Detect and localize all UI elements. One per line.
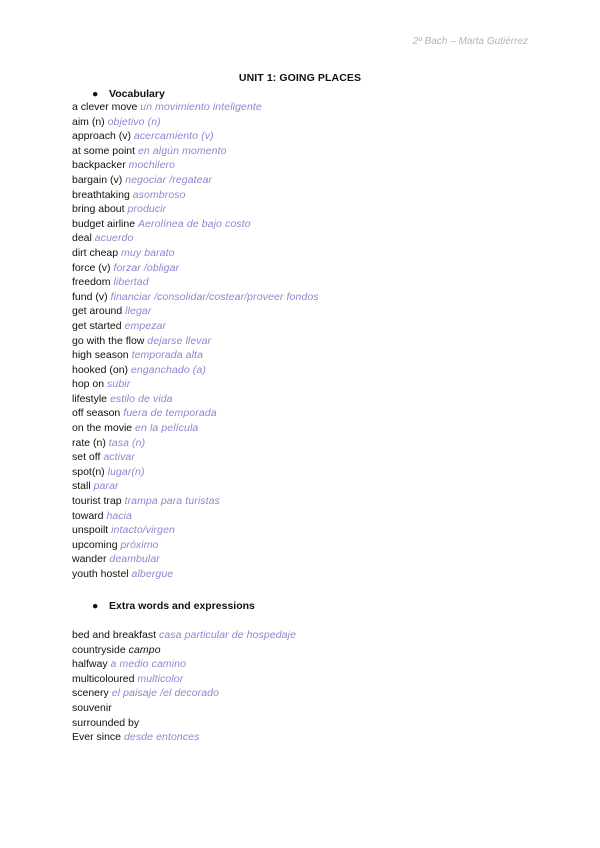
term: souvenir xyxy=(72,701,112,714)
list-item xyxy=(72,392,319,407)
list-item xyxy=(72,246,319,261)
list-item xyxy=(72,465,319,480)
vocabulary-list xyxy=(72,100,319,582)
translation: parar xyxy=(93,480,119,493)
term: at some point xyxy=(72,144,136,157)
term: get around xyxy=(72,305,123,318)
translation: a medio camino xyxy=(110,658,187,671)
term: budget airline xyxy=(72,217,136,230)
term: high season xyxy=(72,349,129,362)
list-item xyxy=(72,144,319,159)
translation: trampa para turistas xyxy=(124,495,220,508)
translation: activar xyxy=(103,451,135,464)
term: stall xyxy=(72,480,91,493)
translation: estilo de vida xyxy=(109,392,173,405)
list-item xyxy=(72,406,319,421)
term: force (v) xyxy=(72,261,111,274)
translation: albergue xyxy=(131,568,174,580)
list-item xyxy=(72,421,319,436)
term: spot(n) xyxy=(72,465,105,478)
translation: asombroso xyxy=(132,188,186,201)
list-item xyxy=(72,202,319,217)
list-item xyxy=(72,275,319,290)
translation: acuerdo xyxy=(94,232,134,245)
term: surrounded by xyxy=(72,716,140,729)
list-item xyxy=(72,319,319,334)
translation: mochilero xyxy=(128,159,176,172)
translation: multicolor xyxy=(137,672,184,685)
term: toward xyxy=(72,509,104,522)
term: unspoilt xyxy=(72,524,109,537)
list-item xyxy=(72,523,319,538)
translation: Aerolínea de bajo costo xyxy=(137,217,251,230)
translation: en la película xyxy=(135,422,199,435)
list-item xyxy=(72,730,296,745)
translation: casa particular de hospedaje xyxy=(158,629,297,641)
translation: objetivo (n) xyxy=(107,115,161,128)
list-item xyxy=(72,377,319,392)
term: bring about xyxy=(72,203,125,216)
translation: dejarse llevar xyxy=(147,334,212,347)
translation: hacia xyxy=(106,509,133,522)
translation: llegar xyxy=(125,305,152,318)
term: wander xyxy=(72,553,107,566)
section-heading-label: Extra words and expressions xyxy=(109,600,255,612)
list-item xyxy=(72,450,319,465)
translation: enganchado (a) xyxy=(130,363,206,376)
term: upcoming xyxy=(72,538,118,551)
term: a clever move xyxy=(72,101,138,113)
section-heading-vocabulary xyxy=(92,88,165,100)
term: dirt cheap xyxy=(72,246,119,259)
translation: desde entonces xyxy=(123,731,200,744)
term: Ever since xyxy=(72,731,122,744)
term: off season xyxy=(72,407,121,420)
list-item xyxy=(72,363,319,378)
term: youth hostel xyxy=(72,568,129,580)
translation: acercamiento (v) xyxy=(133,130,214,143)
term: countryside xyxy=(72,643,126,656)
list-item xyxy=(72,552,319,567)
term: set off xyxy=(72,451,101,464)
translation: financiar /consolidar/costear/proveer fondos xyxy=(110,290,319,303)
list-item xyxy=(72,158,319,173)
translation: empezar xyxy=(124,319,167,332)
translation: el paisaje /el decorado xyxy=(111,687,220,700)
translation: campo xyxy=(128,643,161,656)
list-item xyxy=(72,701,296,716)
header-note: 2º Bach – Marta Gutiérrez xyxy=(412,36,528,47)
bullet-icon: ● xyxy=(92,600,99,612)
section-heading-extra xyxy=(92,600,255,612)
page-title: UNIT 1: GOING PLACES xyxy=(238,72,362,84)
term: multicoloured xyxy=(72,672,135,685)
term: scenery xyxy=(72,687,109,700)
translation: deambular xyxy=(109,553,160,566)
term: bed and breakfast xyxy=(72,629,157,641)
list-item xyxy=(72,100,319,115)
translation: libertad xyxy=(113,276,149,289)
term: approach (v) xyxy=(72,130,131,143)
term: fund (v) xyxy=(72,290,108,303)
list-item xyxy=(72,716,296,731)
list-item xyxy=(72,657,296,672)
translation: producir xyxy=(127,203,167,216)
list-item xyxy=(72,188,319,203)
term: backpacker xyxy=(72,159,126,172)
translation: muy barato xyxy=(121,246,175,259)
term: rate (n) xyxy=(72,436,106,449)
list-item xyxy=(72,567,319,582)
term: go with the flow xyxy=(72,334,145,347)
list-item xyxy=(72,643,296,658)
list-item xyxy=(72,479,319,494)
translation: fuera de temporada xyxy=(123,407,217,420)
list-item xyxy=(72,494,319,509)
list-item xyxy=(72,129,319,144)
translation: un movimiento inteligente xyxy=(140,101,262,113)
list-item xyxy=(72,686,296,701)
translation: forzar /obligar xyxy=(113,261,180,274)
translation: intacto/virgen xyxy=(111,524,175,537)
bullet-icon: ● xyxy=(92,88,99,100)
section-heading-label: Vocabulary xyxy=(109,88,165,100)
list-item xyxy=(72,231,319,246)
list-item xyxy=(72,509,319,524)
term: tourist trap xyxy=(72,495,122,508)
list-item xyxy=(72,217,319,232)
list-item xyxy=(72,672,296,687)
list-item xyxy=(72,436,319,451)
list-item xyxy=(72,628,296,643)
term: breathtaking xyxy=(72,188,130,201)
term: get started xyxy=(72,319,122,332)
list-item xyxy=(72,115,319,130)
list-item xyxy=(72,304,319,319)
term: freedom xyxy=(72,276,111,289)
term: on the movie xyxy=(72,422,133,435)
list-item xyxy=(72,173,319,188)
translation: tasa (n) xyxy=(108,436,146,449)
term: lifestyle xyxy=(72,392,108,405)
translation: subir xyxy=(107,378,131,391)
list-item xyxy=(72,290,319,305)
list-item xyxy=(72,261,319,276)
translation: próximo xyxy=(120,538,159,551)
list-item xyxy=(72,538,319,553)
term: hop on xyxy=(72,378,105,391)
translation: negociar /regatear xyxy=(125,173,213,186)
translation: temporada alta xyxy=(131,349,204,362)
list-item xyxy=(72,348,319,363)
term: bargain (v) xyxy=(72,173,123,186)
term: hooked (on) xyxy=(72,363,129,376)
term: deal xyxy=(72,232,92,245)
translation: lugar(n) xyxy=(107,465,145,478)
list-item xyxy=(72,334,319,349)
term: aim (n) xyxy=(72,115,105,128)
extra-words-list xyxy=(72,628,296,745)
translation: en algún momento xyxy=(137,144,227,157)
term: halfway xyxy=(72,658,108,671)
